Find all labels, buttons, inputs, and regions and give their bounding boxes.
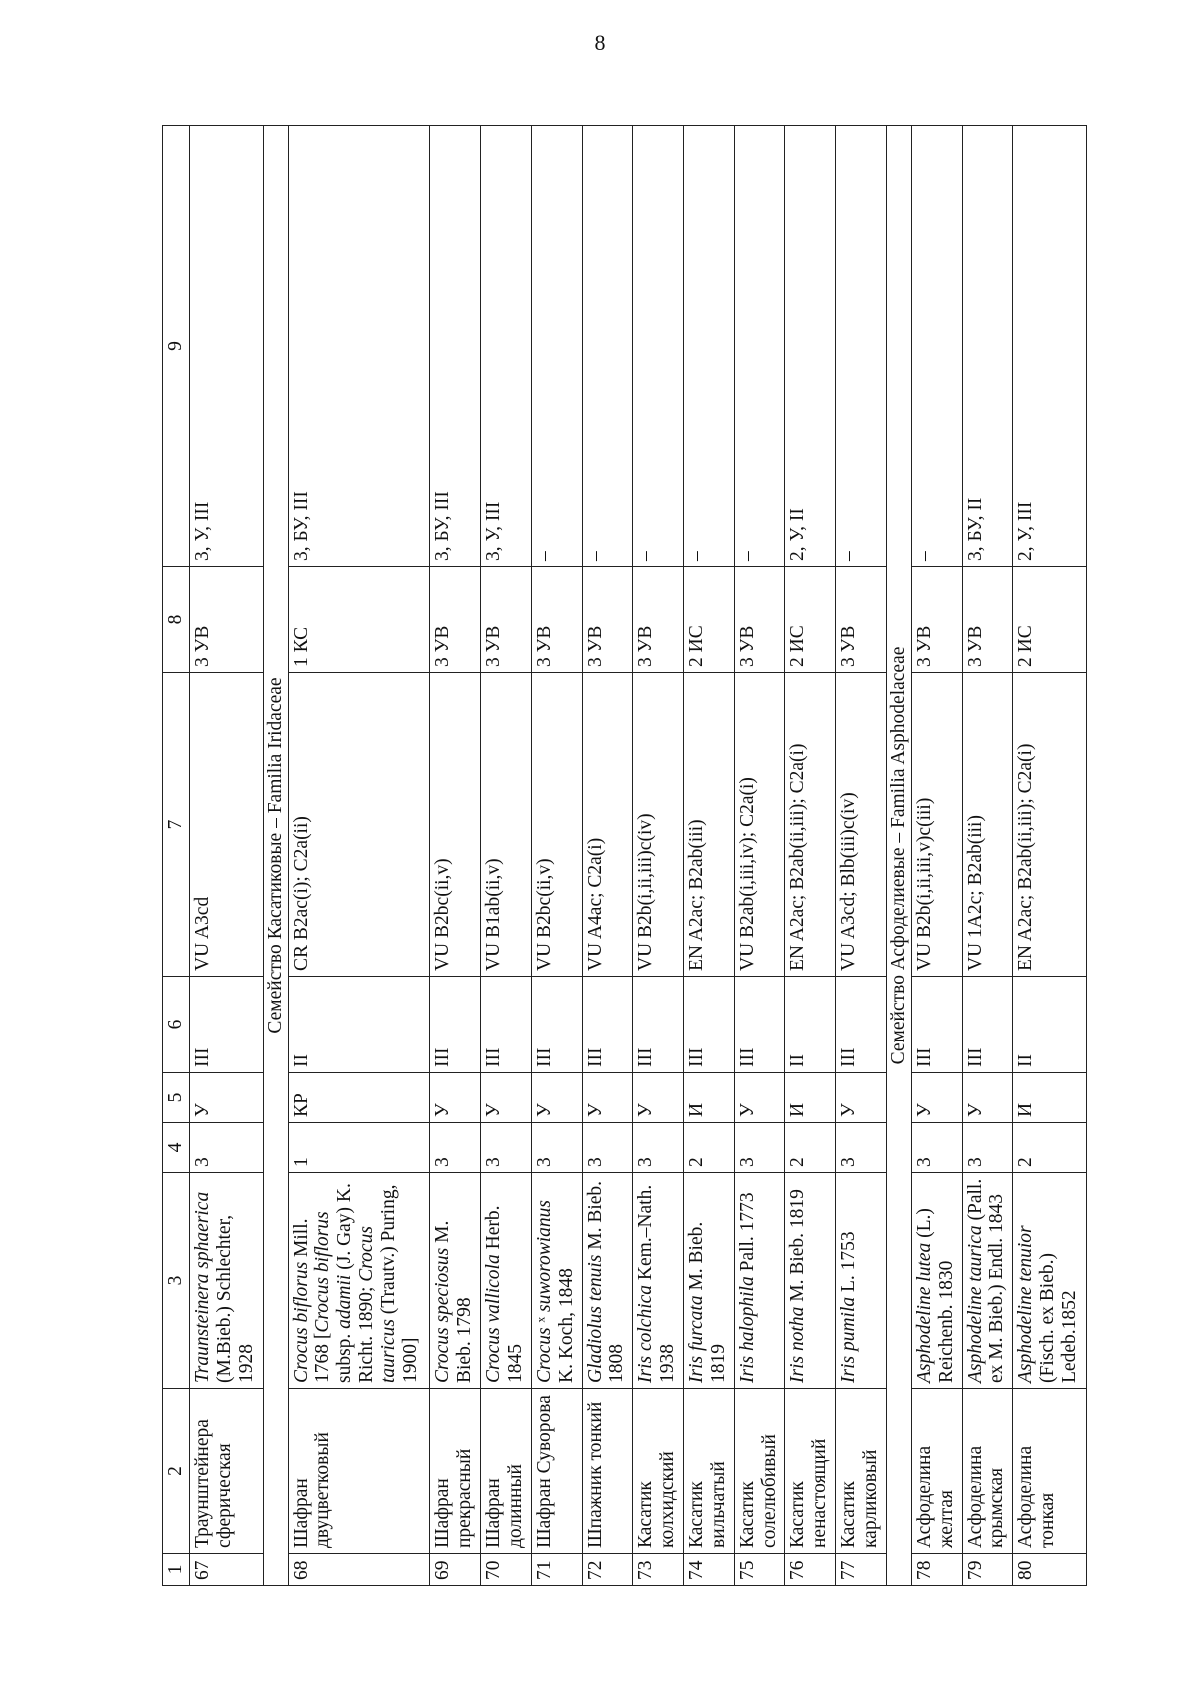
table-row [1013,126,1087,1586]
family-header-row [263,126,288,1586]
row-number: 79 [962,1554,1013,1586]
previous-edition-status: – [734,126,785,567]
category-code: 3 [734,1123,785,1173]
status-abbrev: У [481,1073,532,1123]
russian-name: Асфоделина тонкая [1013,1389,1087,1554]
iucn-criteria: EN A2ac; B2ab(ii,iii); C2a(i) [1013,673,1087,977]
russian-name: Асфоделина крымская [962,1389,1013,1554]
latin-name-part: Gladiolus tenuis [584,1254,606,1383]
iucn-criteria: VU B2ab(i,iii,iv); C2a(i) [734,673,785,977]
priority-class: III [633,977,684,1073]
table-row [962,126,1013,1586]
previous-edition-status: 3, БУ, III [288,126,430,567]
status-abbrev: У [582,1073,633,1123]
column-header: 7 [163,673,190,977]
latin-name-part: Iris colchica [635,1284,657,1383]
family-name: Семейство Асфоделиевые – Familia Asphodelaceae [886,126,911,1586]
category-code: 3 [582,1123,633,1173]
previous-edition-status: 2, У, III [1013,126,1087,567]
latin-name-part: Crocus tauricus [355,1226,399,1383]
latin-name [633,1173,684,1389]
latin-name-part: (Trautv.) Puring, 1900] [377,1184,421,1383]
latin-name [1013,1173,1087,1389]
latin-name-part: Crocus speciosus [432,1247,454,1383]
iucn-criteria: VU A3cd [190,673,264,977]
regional-status: 3 УВ [430,567,481,673]
priority-class: II [288,977,430,1073]
header-row [163,126,190,1586]
priority-class: III [962,977,1013,1073]
russian-name: Шафран прекрасный [430,1389,481,1554]
table-row [190,126,264,1586]
category-code: 2 [1013,1123,1087,1173]
previous-edition-status: – [836,126,887,567]
status-abbrev: И [683,1073,734,1123]
table-row [836,126,887,1586]
latin-name-part: adamii [334,1274,356,1329]
column-header: 3 [163,1173,190,1389]
priority-class: III [430,977,481,1073]
priority-class: III [683,977,734,1073]
regional-status: 3 УВ [481,567,532,673]
regional-status: 3 УВ [962,567,1013,673]
regional-status: 3 УВ [190,567,264,673]
priority-class: III [911,977,962,1073]
latin-name-part: Crocus [533,1327,555,1383]
status-abbrev: И [785,1073,836,1123]
russian-name: Касатик солелюбивый [734,1389,785,1554]
latin-name [430,1173,481,1389]
priority-class: III [531,977,582,1073]
table-row [911,126,962,1586]
row-number: 78 [911,1554,962,1586]
table-row [481,126,532,1586]
category-code: 3 [962,1123,1013,1173]
latin-name-part: (J. Gay) K. Richt. 1890; [334,1183,377,1383]
iucn-criteria: VU A3cd; Blb(iii)c(iv) [836,673,887,977]
latin-name-part: Asphodeline lutea [913,1242,935,1383]
iucn-criteria: VU 1A2c; B2ab(iii) [962,673,1013,977]
latin-name-part: Herb. 1845 [483,1205,526,1383]
table-row [582,126,633,1586]
latin-name-part: M. Bieb. 1798 [432,1220,476,1383]
regional-status: 2 ИС [785,567,836,673]
russian-name: Касатик колхидский [633,1389,684,1554]
row-number: 75 [734,1554,785,1586]
russian-name: Шафран долинный [481,1389,532,1554]
previous-edition-status: 3, БУ, II [962,126,1013,567]
category-code: 3 [190,1123,264,1173]
previous-edition-status: – [531,126,582,567]
latin-name-part: M. Bieb. 1808 [584,1180,628,1383]
latin-name-part: Mill. 1768 [ [290,1218,334,1383]
priority-class: III [836,977,887,1073]
regional-status: 3 УВ [734,567,785,673]
table-row [633,126,684,1586]
previous-edition-status: 3, У, III [190,126,264,567]
latin-name-part: L. 1753 [838,1231,860,1297]
latin-name-part: ˣ [533,1311,555,1328]
row-number: 68 [288,1554,430,1586]
latin-name-part: Iris halophila [736,1276,758,1383]
status-abbrev: У [836,1073,887,1123]
column-header: 5 [163,1073,190,1123]
latin-name [288,1173,430,1389]
category-code: 3 [531,1123,582,1173]
status-abbrev: И [1013,1073,1087,1123]
latin-name-part: Iris notha [787,1306,809,1383]
category-code: 3 [633,1123,684,1173]
latin-name-part: Crocus biflorus [312,1211,334,1333]
iucn-criteria: VU B1ab(ii,v) [481,673,532,977]
status-abbrev: КР [288,1073,430,1123]
family-name: Семейство Касатиковые – Familia Iridaceae [263,126,288,1586]
latin-name-part: suworowianus [533,1200,555,1312]
category-code: 2 [785,1123,836,1173]
category-code: 3 [430,1123,481,1173]
iucn-criteria: VU B2bc(ii,v) [531,673,582,977]
status-abbrev: У [734,1073,785,1123]
latin-name-part: Iris furcata [685,1295,707,1383]
regional-status: 3 УВ [633,567,684,673]
regional-status: 3 УВ [836,567,887,673]
regional-status: 3 УВ [582,567,633,673]
row-number: 74 [683,1554,734,1586]
russian-name: Шафран двуцветковый [288,1389,430,1554]
latin-name-part: K. Koch, 1848 [555,1268,577,1383]
russian-name: Касатик карликовый [836,1389,887,1554]
row-number: 72 [582,1554,633,1586]
species-table [162,125,1087,1586]
priority-class: III [190,977,264,1073]
row-number: 77 [836,1554,887,1586]
previous-edition-status: – [911,126,962,567]
priority-class: II [785,977,836,1073]
latin-name-part: Crocus biflorus [290,1261,312,1383]
table-body [190,126,1087,1586]
previous-edition-status: 3, У, III [481,126,532,567]
latin-name-part: Asphodeline taurica [964,1225,986,1383]
regional-status: 3 УВ [531,567,582,673]
latin-name-part: Pall. 1773 [736,1192,758,1277]
latin-name-part: M. Bieb. 1819 [787,1189,809,1307]
row-number: 80 [1013,1554,1087,1586]
category-code: 3 [481,1123,532,1173]
latin-name [190,1173,264,1389]
latin-name-part: M. Bieb. 1819 [685,1221,729,1383]
status-abbrev: У [633,1073,684,1123]
priority-class: II [1013,977,1087,1073]
regional-status: 3 УВ [911,567,962,673]
latin-name-part: (M.Bieb.) Schlechter, 1928 [213,1214,257,1383]
table-row [683,126,734,1586]
latin-name-part: subsp. [334,1328,356,1383]
iucn-criteria: EN A2ac; B2ab(ii,iii); C2a(i) [785,673,836,977]
table-row [430,126,481,1586]
latin-name [582,1173,633,1389]
column-header: 9 [163,126,190,567]
latin-name [911,1173,962,1389]
status-abbrev: У [911,1073,962,1123]
latin-name [962,1173,1013,1389]
latin-name-part: Kem.–Nath. 1938 [635,1184,679,1383]
latin-name-part: Asphodeline tenuior [1015,1225,1037,1383]
status-abbrev: У [962,1073,1013,1123]
page-number: 8 [594,30,606,55]
latin-name [785,1173,836,1389]
table-row [288,126,430,1586]
column-header: 2 [163,1389,190,1554]
row-number: 67 [190,1554,264,1586]
column-header: 4 [163,1123,190,1173]
iucn-criteria: VU B2bc(ii,v) [430,673,481,977]
family-header-row [886,126,911,1586]
latin-name [531,1173,582,1389]
latin-name [734,1173,785,1389]
previous-edition-status: 3, БУ, III [430,126,481,567]
iucn-criteria: CR B2ac(i); C2a(ii) [288,673,430,977]
regional-status: 1 КС [288,567,430,673]
table-row [785,126,836,1586]
latin-name-part: (Fisch. ex Bieb.) Ledeb.1852 [1037,1253,1081,1383]
russian-name: Касатик ненастоящий [785,1389,836,1554]
category-code: 1 [288,1123,430,1173]
status-abbrev: У [190,1073,264,1123]
iucn-criteria: VU A4ac; C2a(i) [582,673,633,977]
russian-name: Асфоделина желтая [911,1389,962,1554]
regional-status: 2 ИС [1013,567,1087,673]
row-number: 73 [633,1554,684,1586]
iucn-criteria: EN A2ac; B2ab(iii) [683,673,734,977]
category-code: 3 [911,1123,962,1173]
row-number: 71 [531,1554,582,1586]
iucn-criteria: VU B2b(i,ii,iii,v)c(iii) [911,673,962,977]
latin-name-part: Crocus vallicola [483,1254,505,1383]
priority-class: III [734,977,785,1073]
latin-name-part: (L.) Reichenb. 1830 [913,1208,957,1383]
status-abbrev: У [531,1073,582,1123]
table-row [734,126,785,1586]
row-number: 76 [785,1554,836,1586]
table-row [531,126,582,1586]
status-abbrev: У [430,1073,481,1123]
column-header: 1 [163,1554,190,1586]
russian-name: Шафран Суворова [531,1389,582,1554]
russian-name: Шпажник тонкий [582,1389,633,1554]
previous-edition-status: – [582,126,633,567]
russian-name: Касатик вильчатый [683,1389,734,1554]
previous-edition-status: 2, У, II [785,126,836,567]
latin-name-part: Traunsteinera sphaerica [192,1191,213,1383]
priority-class: III [582,977,633,1073]
previous-edition-status: – [633,126,684,567]
column-header: 8 [163,567,190,673]
rotated-table-wrapper [162,126,1087,1586]
latin-name-part: (Pall. ex M. Bieb.) Endl. 1843 [964,1178,1008,1383]
row-number: 69 [430,1554,481,1586]
category-code: 3 [836,1123,887,1173]
category-code: 2 [683,1123,734,1173]
row-number: 70 [481,1554,532,1586]
iucn-criteria: VU B2b(i,ii,iii)c(iv) [633,673,684,977]
latin-name [836,1173,887,1389]
russian-name: Траунштейнера сферическая [190,1389,264,1554]
column-header: 6 [163,977,190,1073]
latin-name-part: Iris pumila [838,1296,860,1383]
priority-class: III [481,977,532,1073]
latin-name [683,1173,734,1389]
regional-status: 2 ИС [683,567,734,673]
previous-edition-status: – [683,126,734,567]
latin-name [481,1173,532,1389]
